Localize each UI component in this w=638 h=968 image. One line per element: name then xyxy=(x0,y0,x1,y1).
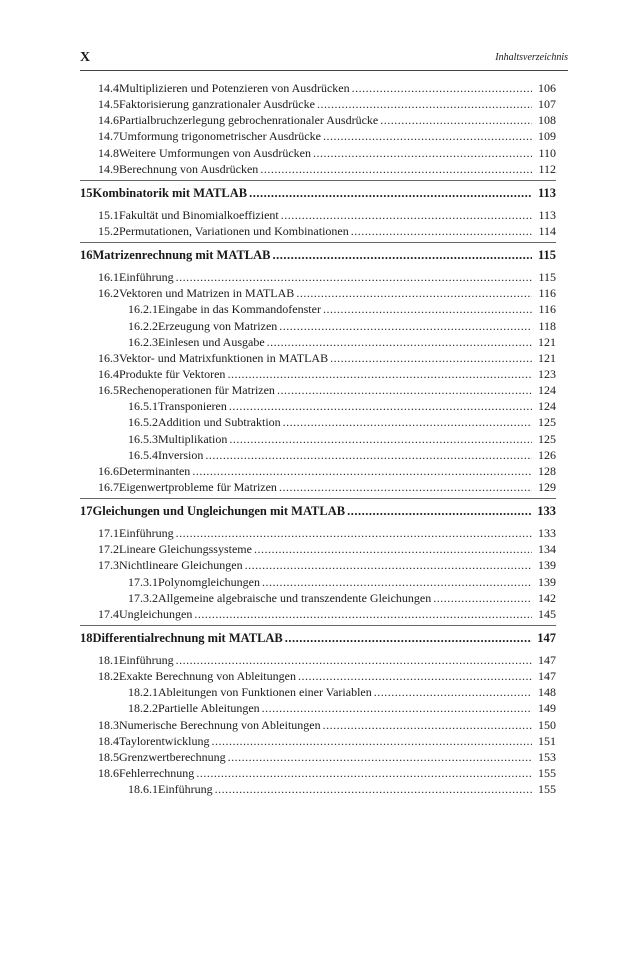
toc-entry-page: 123 xyxy=(538,366,556,381)
toc-entry-title: Partialbruchzerlegung gebrochenrationaler Ausdrücke xyxy=(119,113,379,128)
toc-entry-page: 150 xyxy=(538,717,556,732)
toc-entry xyxy=(80,700,556,716)
chapter-heading xyxy=(80,625,556,648)
toc-entry-page: 155 xyxy=(538,782,556,797)
toc-entry-number: 15.1 xyxy=(98,207,119,222)
toc-entry-number: 16.5.2 xyxy=(128,415,158,430)
toc-entry-title: Einlesen und Ausgabe xyxy=(158,334,265,349)
toc-entry-page: 110 xyxy=(538,145,556,160)
toc-entry-number: 17.1 xyxy=(98,526,119,541)
toc-entry-number: 16.5.3 xyxy=(128,431,158,446)
dot-leader xyxy=(330,350,532,366)
toc-entry-page: 125 xyxy=(538,431,556,446)
dot-leader xyxy=(323,301,532,317)
toc-entry xyxy=(80,269,556,285)
dot-leader xyxy=(380,112,532,128)
toc-entry-title: Fakultät und Binomialkoeffizient xyxy=(119,207,279,222)
dot-leader xyxy=(196,765,532,781)
toc-entry xyxy=(80,431,556,447)
running-title: Inhaltsverzeichnis xyxy=(495,52,568,63)
toc-entry-title: Einführung xyxy=(119,526,174,541)
dot-leader xyxy=(227,366,532,382)
toc-entry-page: 133 xyxy=(538,526,556,541)
dot-leader xyxy=(323,717,532,733)
toc-entry xyxy=(80,96,556,112)
toc-entry-title: Fehlerrechnung xyxy=(119,765,195,780)
dot-leader xyxy=(176,269,532,285)
dot-leader xyxy=(262,700,532,716)
toc-entry-number: 16.2.1 xyxy=(128,302,158,317)
toc-entry-title: Einführung xyxy=(119,270,174,285)
toc-entry-number: 17.4 xyxy=(98,606,119,621)
dot-leader xyxy=(205,447,532,463)
toc-entry xyxy=(80,557,556,573)
dot-leader xyxy=(215,781,532,797)
toc-entry-number: 16.6 xyxy=(98,463,119,478)
toc-entry-page: 148 xyxy=(538,685,556,700)
toc-entry-title: Matrizenrechnung mit MATLAB xyxy=(92,248,271,263)
toc-entry-page: 108 xyxy=(538,113,556,128)
toc-entry-page: 112 xyxy=(538,161,556,176)
toc-entry-title: Vektor- und Matrixfunktionen in MATLAB xyxy=(119,350,329,365)
dot-leader xyxy=(260,161,532,177)
toc-entry-title: Multiplizieren und Potenzieren von Ausdrücken xyxy=(119,81,350,95)
toc-entry-number: 16.2 xyxy=(98,286,119,301)
toc-entry xyxy=(80,318,556,334)
chapter-heading xyxy=(80,242,556,265)
dot-leader xyxy=(267,334,532,350)
table-of-contents xyxy=(80,80,556,797)
toc-entry xyxy=(80,668,556,684)
toc-entry-number: 17.3.1 xyxy=(128,574,158,589)
toc-entry-number: 16 xyxy=(80,248,93,263)
toc-entry-page: 145 xyxy=(538,606,556,621)
toc-entry-number: 18.2 xyxy=(98,669,119,684)
toc-entry xyxy=(80,733,556,749)
toc-entry xyxy=(80,223,556,239)
toc-entry-number: 18.6.1 xyxy=(128,782,158,797)
toc-entry-title: Allgemeine algebraische und transzendente Gleichungen xyxy=(158,590,432,605)
dot-leader xyxy=(317,96,532,112)
toc-entry-number: 18.6 xyxy=(98,765,119,780)
toc-entry xyxy=(80,652,556,668)
toc-entry xyxy=(80,350,556,366)
dot-leader xyxy=(347,501,532,521)
toc-entry-title: Eigenwertprobleme für Matrizen xyxy=(119,479,277,494)
toc-entry-page: 114 xyxy=(538,223,556,238)
dot-leader xyxy=(192,463,532,479)
toc-entry-number: 14.7 xyxy=(98,129,119,144)
toc-entry-title: Umformung trigonometrischer Ausdrücke xyxy=(119,129,321,144)
toc-entry-page: 107 xyxy=(538,97,556,112)
dot-leader xyxy=(194,606,532,622)
toc-entry xyxy=(80,161,556,177)
toc-entry-page: 155 xyxy=(538,765,556,780)
toc-entry-page: 121 xyxy=(538,350,556,365)
toc-entry xyxy=(80,447,556,463)
toc-entry xyxy=(80,525,556,541)
dot-leader xyxy=(298,668,532,684)
dot-leader xyxy=(279,479,532,495)
toc-chapter-entry xyxy=(80,245,556,265)
toc-entry-title: Faktorisierung ganzrationaler Ausdrücke xyxy=(119,97,315,112)
toc-entry-title: Grenzwertberechnung xyxy=(119,749,226,764)
toc-entry-title: Einführung xyxy=(119,652,174,667)
toc-entry xyxy=(80,479,556,495)
toc-entry-page: 115 xyxy=(537,248,556,263)
toc-entry-title: Weitere Umformungen von Ausdrücken xyxy=(119,145,311,160)
toc-entry-title: Inversion xyxy=(158,447,204,462)
toc-entry-number: 14.4 xyxy=(98,81,119,95)
dot-leader xyxy=(211,733,532,749)
toc-entry-title: Berechnung von Ausdrücken xyxy=(119,161,259,176)
toc-entry-title: Determinanten xyxy=(119,463,191,478)
toc-entry-title: Partielle Ableitungen xyxy=(158,701,260,716)
toc-entry-number: 16.5.4 xyxy=(128,447,158,462)
dot-leader xyxy=(313,145,532,161)
toc-entry-number: 16.3 xyxy=(98,350,119,365)
toc-entry-number: 16.4 xyxy=(98,366,119,381)
toc-entry xyxy=(80,366,556,382)
toc-entry xyxy=(80,684,556,700)
toc-entry-page: 147 xyxy=(538,669,556,684)
toc-entry xyxy=(80,781,556,797)
toc-entry xyxy=(80,765,556,781)
toc-entry-number: 14.6 xyxy=(98,113,119,128)
toc-entry xyxy=(80,414,556,430)
dot-leader xyxy=(176,652,532,668)
toc-entry-title: Exakte Berechnung von Ableitungen xyxy=(119,669,296,684)
toc-entry-page: 113 xyxy=(538,207,556,222)
toc-entry-number: 18.2.1 xyxy=(128,685,158,700)
dot-leader xyxy=(374,684,532,700)
dot-leader xyxy=(273,245,533,265)
toc-entry-page: 109 xyxy=(538,129,556,144)
toc-entry-number: 16.2.2 xyxy=(128,318,158,333)
toc-entry-title: Differentialrechnung mit MATLAB xyxy=(92,630,283,645)
dot-leader xyxy=(254,541,532,557)
dot-leader xyxy=(323,128,532,144)
toc-entry-number: 16.2.3 xyxy=(128,334,158,349)
toc-entry xyxy=(80,112,556,128)
toc-entry-title: Nichtlineare Gleichungen xyxy=(119,558,243,573)
toc-chapter-entry xyxy=(80,183,556,203)
dot-leader xyxy=(352,80,532,96)
toc-entry-title: Multiplikation xyxy=(158,431,228,446)
dot-leader xyxy=(176,525,532,541)
toc-entry xyxy=(80,207,556,223)
toc-entry-page: 151 xyxy=(538,733,556,748)
dot-leader xyxy=(245,557,532,573)
toc-chapter-entry xyxy=(80,628,556,648)
toc-entry xyxy=(80,145,556,161)
toc-entry-title: Erzeugung von Matrizen xyxy=(158,318,278,333)
dot-leader xyxy=(433,590,532,606)
page-header xyxy=(80,50,568,71)
toc-entry-title: Produkte für Vektoren xyxy=(119,366,226,381)
toc-entry-number: 17 xyxy=(80,504,93,519)
chapter-heading xyxy=(80,180,556,203)
dot-leader xyxy=(285,628,532,648)
toc-entry-number: 18.4 xyxy=(98,733,119,748)
toc-entry-title: Addition und Subtraktion xyxy=(158,415,281,430)
toc-entry-title: Ungleichungen xyxy=(119,606,193,621)
toc-entry-page: 116 xyxy=(538,286,556,301)
toc-entry xyxy=(80,128,556,144)
toc-entry-number: 18 xyxy=(80,630,93,645)
toc-entry-page: 147 xyxy=(538,652,556,667)
toc-entry-page: 106 xyxy=(538,81,556,95)
toc-entry-title: Polynomgleichungen xyxy=(158,574,260,589)
toc-entry-title: Vektoren und Matrizen in MATLAB xyxy=(119,286,295,301)
chapter-heading xyxy=(80,498,556,521)
toc-entry-number: 16.7 xyxy=(98,479,119,494)
toc-chapter-entry xyxy=(80,501,556,521)
dot-leader xyxy=(228,749,532,765)
toc-entry-page: 116 xyxy=(538,302,556,317)
toc-entry-title: Numerische Berechnung von Ableitungen xyxy=(119,717,321,732)
toc-entry xyxy=(80,541,556,557)
toc-entry-title: Transponieren xyxy=(158,399,227,414)
toc-entry-title: Einführung xyxy=(158,782,213,797)
dot-leader xyxy=(351,223,532,239)
dot-leader xyxy=(279,318,532,334)
toc-entry-page: 118 xyxy=(538,318,556,333)
toc-entry-page: 113 xyxy=(537,185,556,200)
dot-leader xyxy=(283,414,532,430)
toc-entry-page: 147 xyxy=(537,630,556,645)
toc-entry-page: 139 xyxy=(538,558,556,573)
dot-leader xyxy=(262,574,532,590)
toc-entry-number: 14.8 xyxy=(98,145,119,160)
toc-entry-title: Rechenoperationen für Matrizen xyxy=(119,383,275,398)
dot-leader xyxy=(277,382,532,398)
toc-entry xyxy=(80,749,556,765)
dot-leader xyxy=(249,183,532,203)
dot-leader xyxy=(229,398,532,414)
dot-leader xyxy=(229,431,532,447)
toc-entry-title: Gleichungen und Ungleichungen mit MATLAB xyxy=(92,504,346,519)
toc-entry-page: 139 xyxy=(538,574,556,589)
toc-entry xyxy=(80,463,556,479)
toc-entry-number: 17.2 xyxy=(98,542,119,557)
toc-entry-number: 18.1 xyxy=(98,652,119,667)
toc-entry xyxy=(80,574,556,590)
toc-entry xyxy=(80,301,556,317)
toc-entry-number: 16.5 xyxy=(98,383,119,398)
toc-entry xyxy=(80,285,556,301)
toc-entry-number: 18.5 xyxy=(98,749,119,764)
toc-entry-page: 129 xyxy=(538,479,556,494)
dot-leader xyxy=(281,207,532,223)
toc-entry-title: Kombinatorik mit MATLAB xyxy=(92,185,248,200)
toc-entry-page: 133 xyxy=(537,504,556,519)
page-number: X xyxy=(80,50,91,65)
toc-entry-page: 121 xyxy=(538,334,556,349)
toc-entry-number: 16.5.1 xyxy=(128,399,158,414)
toc-entry-page: 128 xyxy=(538,463,556,478)
toc-entry-page: 149 xyxy=(538,701,556,716)
toc-entry-number: 18.3 xyxy=(98,717,119,732)
toc-entry-number: 17.3 xyxy=(98,558,119,573)
toc-entry xyxy=(80,590,556,606)
toc-entry-title: Eingabe in das Kommandofenster xyxy=(158,302,321,317)
toc-entry-page: 153 xyxy=(538,749,556,764)
toc-entry-page: 124 xyxy=(538,383,556,398)
toc-entry-page: 142 xyxy=(538,590,556,605)
toc-entry-number: 14.9 xyxy=(98,161,119,176)
toc-entry-title: Taylorentwicklung xyxy=(119,733,210,748)
toc-entry-title: Permutationen, Variationen und Kombinationen xyxy=(119,223,349,238)
toc-entry-number: 18.2.2 xyxy=(128,701,158,716)
toc-entry-page: 115 xyxy=(538,270,556,285)
toc-entry-title: Ableitungen von Funktionen einer Variablen xyxy=(158,685,372,700)
toc-entry xyxy=(80,398,556,414)
toc-entry-title: Lineare Gleichungssysteme xyxy=(119,542,252,557)
toc-entry-number: 16.1 xyxy=(98,270,119,285)
toc-entry xyxy=(80,382,556,398)
toc-entry-number: 14.5 xyxy=(98,97,119,112)
dot-leader xyxy=(296,285,532,301)
toc-entry-number: 15 xyxy=(80,185,93,200)
toc-entry-page: 125 xyxy=(538,415,556,430)
toc-entry-page: 124 xyxy=(538,399,556,414)
toc-entry xyxy=(80,606,556,622)
toc-entry xyxy=(80,717,556,733)
toc-entry-page: 126 xyxy=(538,447,556,462)
toc-entry xyxy=(80,80,556,96)
toc-entry-number: 15.2 xyxy=(98,223,119,238)
toc-entry xyxy=(80,334,556,350)
toc-entry-number: 17.3.2 xyxy=(128,590,158,605)
toc-entry-page: 134 xyxy=(538,542,556,557)
